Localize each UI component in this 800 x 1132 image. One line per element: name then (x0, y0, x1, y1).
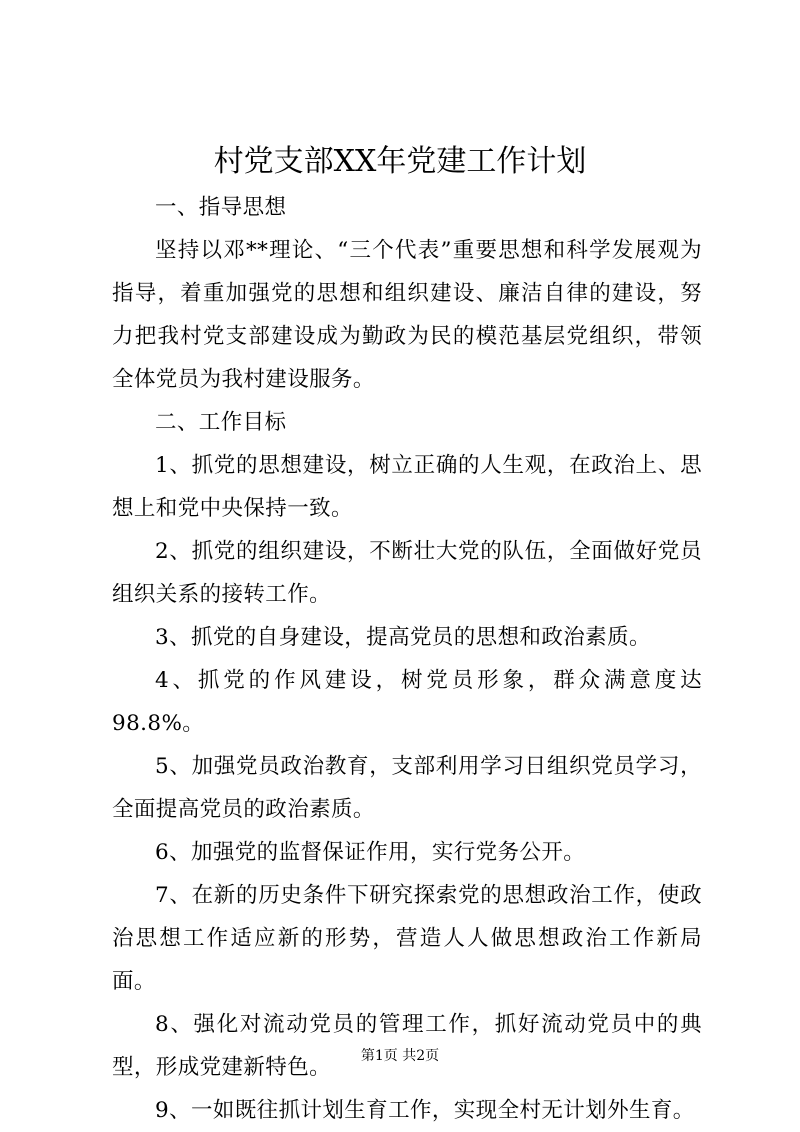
goal-item-3: 3、抓党的自身建设，提高党员的思想和政治素质。 (155, 625, 651, 650)
goal-item-1: 1、抓党的思想建设，树立正确的人生观，在政治上、思想上和党中央保持一致。 (112, 453, 702, 521)
goal-item-2: 2、抓党的组织建设，不断壮大党的队伍，全面做好党员组织关系的接转工作。 (112, 539, 702, 607)
goal-item-9: 9、一如既往抓计划生育工作，实现全村无计划外生育。 (155, 1098, 695, 1123)
goal-item-8: 8、强化对流动党员的管理工作，抓好流动党员中的典型，形成党建新特色。 (112, 1012, 702, 1080)
section-heading-guiding-thought: 一、指导思想 (155, 195, 287, 220)
goal-item-6: 6、加强党的监督保证作用，实行党务公开。 (155, 840, 586, 865)
document-body (112, 186, 702, 1132)
document-title: 村党支部XX年党建工作计划 (213, 144, 587, 179)
page-number-footer: 第1页 共2页 (360, 1048, 440, 1064)
section-heading-work-goals: 二、工作目标 (155, 410, 287, 435)
paragraph-guiding-thought: 坚持以邓**理论、“三个代表”重要思想和科学发展观为指导，着重加强党的思想和组织建设、廉洁自律的建设，努力把我村党支部建设成为勤政为民的模范基层党组织，带领全体党员为我村建设服务。 (112, 238, 702, 392)
goal-item-5: 5、加强党员政治教育，支部利用学习日组织党员学习，全面提高党员的政治素质。 (112, 754, 702, 822)
goal-item-4: 4、抓党的作风建设，树党员形象，群众满意度达98.8%。 (112, 668, 702, 736)
goal-item-7: 7、在新的历史条件下研究探索党的思想政治工作，使政治思想工作适应新的形势，营造人人做思想政治工作新局面。 (112, 883, 702, 994)
